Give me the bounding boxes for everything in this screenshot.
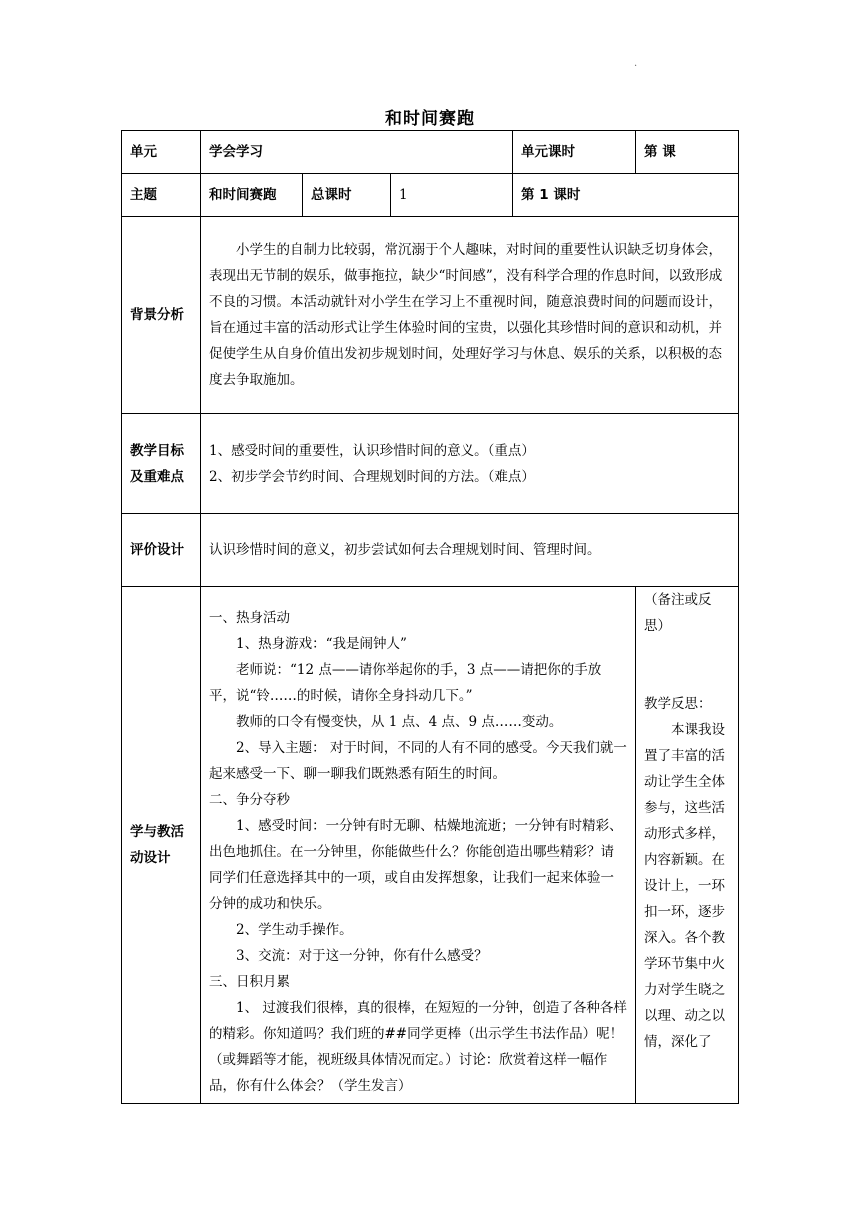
- section-heading: 一、热身活动: [209, 610, 290, 626]
- goals-label-line2: 及重难点: [130, 468, 184, 485]
- section-heading: 三、日积月累: [209, 974, 290, 990]
- activity-line: 2、导入主题： 对于时间，不同的人有不同的感受。今天我们就一起来感受一下、聊一聊我们既熟悉有陌生的时间。: [209, 740, 627, 782]
- document-title: 和时间赛跑: [385, 109, 475, 129]
- activity-line: 1、 过渡我们很棒，真的很棒，在短短的一分钟，创造了各种各样的精彩。你知道吗？我们班的##同学更棒（出示学生书法作品）呢！（或舞蹈等才能，视班级具体情况而定。）讨论：欣赏着这样一幅作品，你有什么体会？（学生发言）: [209, 1000, 627, 1094]
- row-topic: [122, 174, 739, 217]
- total-hours-value: 1: [391, 174, 513, 217]
- row-unit: [122, 131, 739, 174]
- unit-hours-label: 单元课时: [513, 131, 636, 174]
- topic-label: 主题: [122, 174, 201, 217]
- goals-label: [122, 414, 201, 514]
- lesson-plan-table: [121, 130, 739, 1104]
- goals-list: [201, 414, 739, 514]
- evaluation-label: 评价设计: [122, 514, 201, 587]
- unit-label: 单元: [122, 131, 201, 174]
- notes-title: 教学反思：: [644, 696, 712, 712]
- activity-line: 教师的口令有慢变快，从 1 点、4 点、9 点……变动。: [236, 714, 563, 730]
- total-hours-label: 总课时: [303, 174, 391, 217]
- activity-line: 3、交流：对于这一分钟，你有什么感受？: [236, 948, 488, 964]
- notes-text: 本课我设置了丰富的活动让学生全体参与，这些活动形式多样，内容新颖。在设计上，一环扣一环，逐步深入。各个教学环节集中火力对学生晓之以理、动之以情，深化了: [644, 722, 726, 1050]
- activity-line: 1、感受时间：一分钟有时无聊、枯燥地流逝；一分钟有时精彩、出色地抓住。在一分钟里，你能做些什么？你能创造出哪些精彩？请同学们任意选择其中的一项，或自由发挥想象，让我们一起来体验一分钟的成功和快乐。: [209, 818, 623, 912]
- activity-line: 老师说：“12 点——请你举起你的手，3 点——请把你的手放平，说“铃……的时候，请你全身抖动几下。”: [209, 662, 602, 704]
- evaluation-text: 认识珍惜时间的意义，初步尝试如何去合理规划时间、管理时间。: [201, 514, 739, 587]
- notes-header: （备注或反思）: [644, 592, 712, 634]
- activity-body: [201, 587, 636, 1104]
- goal-item: 1、感受时间的重要性，认识珍惜时间的意义。（重点）: [209, 442, 535, 459]
- activity-label-line1: 学与教活: [130, 824, 184, 840]
- activity-line: 1、热身游戏：“我是闹钟人”: [236, 636, 407, 652]
- background-label: 背景分析: [122, 217, 201, 414]
- activity-label-line2: 动设计: [130, 850, 171, 866]
- row-background: [122, 217, 739, 414]
- goals-label-line1: 教学目标: [130, 442, 184, 459]
- activity-line: 2、学生动手操作。: [236, 922, 353, 938]
- section-heading: 二、争分夺秒: [209, 792, 290, 808]
- notes-column: [636, 587, 739, 1104]
- lesson-number: 第 1 课时: [513, 174, 739, 217]
- header-mark: .: [634, 58, 638, 69]
- unit-hours-value: 第 课: [636, 131, 739, 174]
- topic-value: 和时间赛跑: [201, 174, 303, 217]
- goal-item: 2、初步学会节约时间、合理规划时间的方法。（难点）: [209, 468, 535, 485]
- unit-value: 学会学习: [201, 131, 513, 174]
- activity-label: [122, 587, 201, 1104]
- row-evaluation: [122, 514, 739, 587]
- row-activity: [122, 587, 739, 1104]
- background-text: 小学生的自制力比较弱，常沉溺于个人趣味，对时间的重要性认识缺乏切身体会，表现出无节制的娱乐，做事拖拉，缺少“时间感”，没有科学合理的作息时间，以致形成不良的习惯。本活动就针对小学生在学习上不重视时间，随意浪费时间的问题而设计，旨在通过丰富的活动形式让学生体验时间的宝贵，以强化其珍惜时间的意识和动机，并促使学生从自身价值出发初步规划时间，处理好学习与休息、娱乐的关系，以积极的态度去争取施加。: [209, 242, 723, 388]
- row-goals: [122, 414, 739, 514]
